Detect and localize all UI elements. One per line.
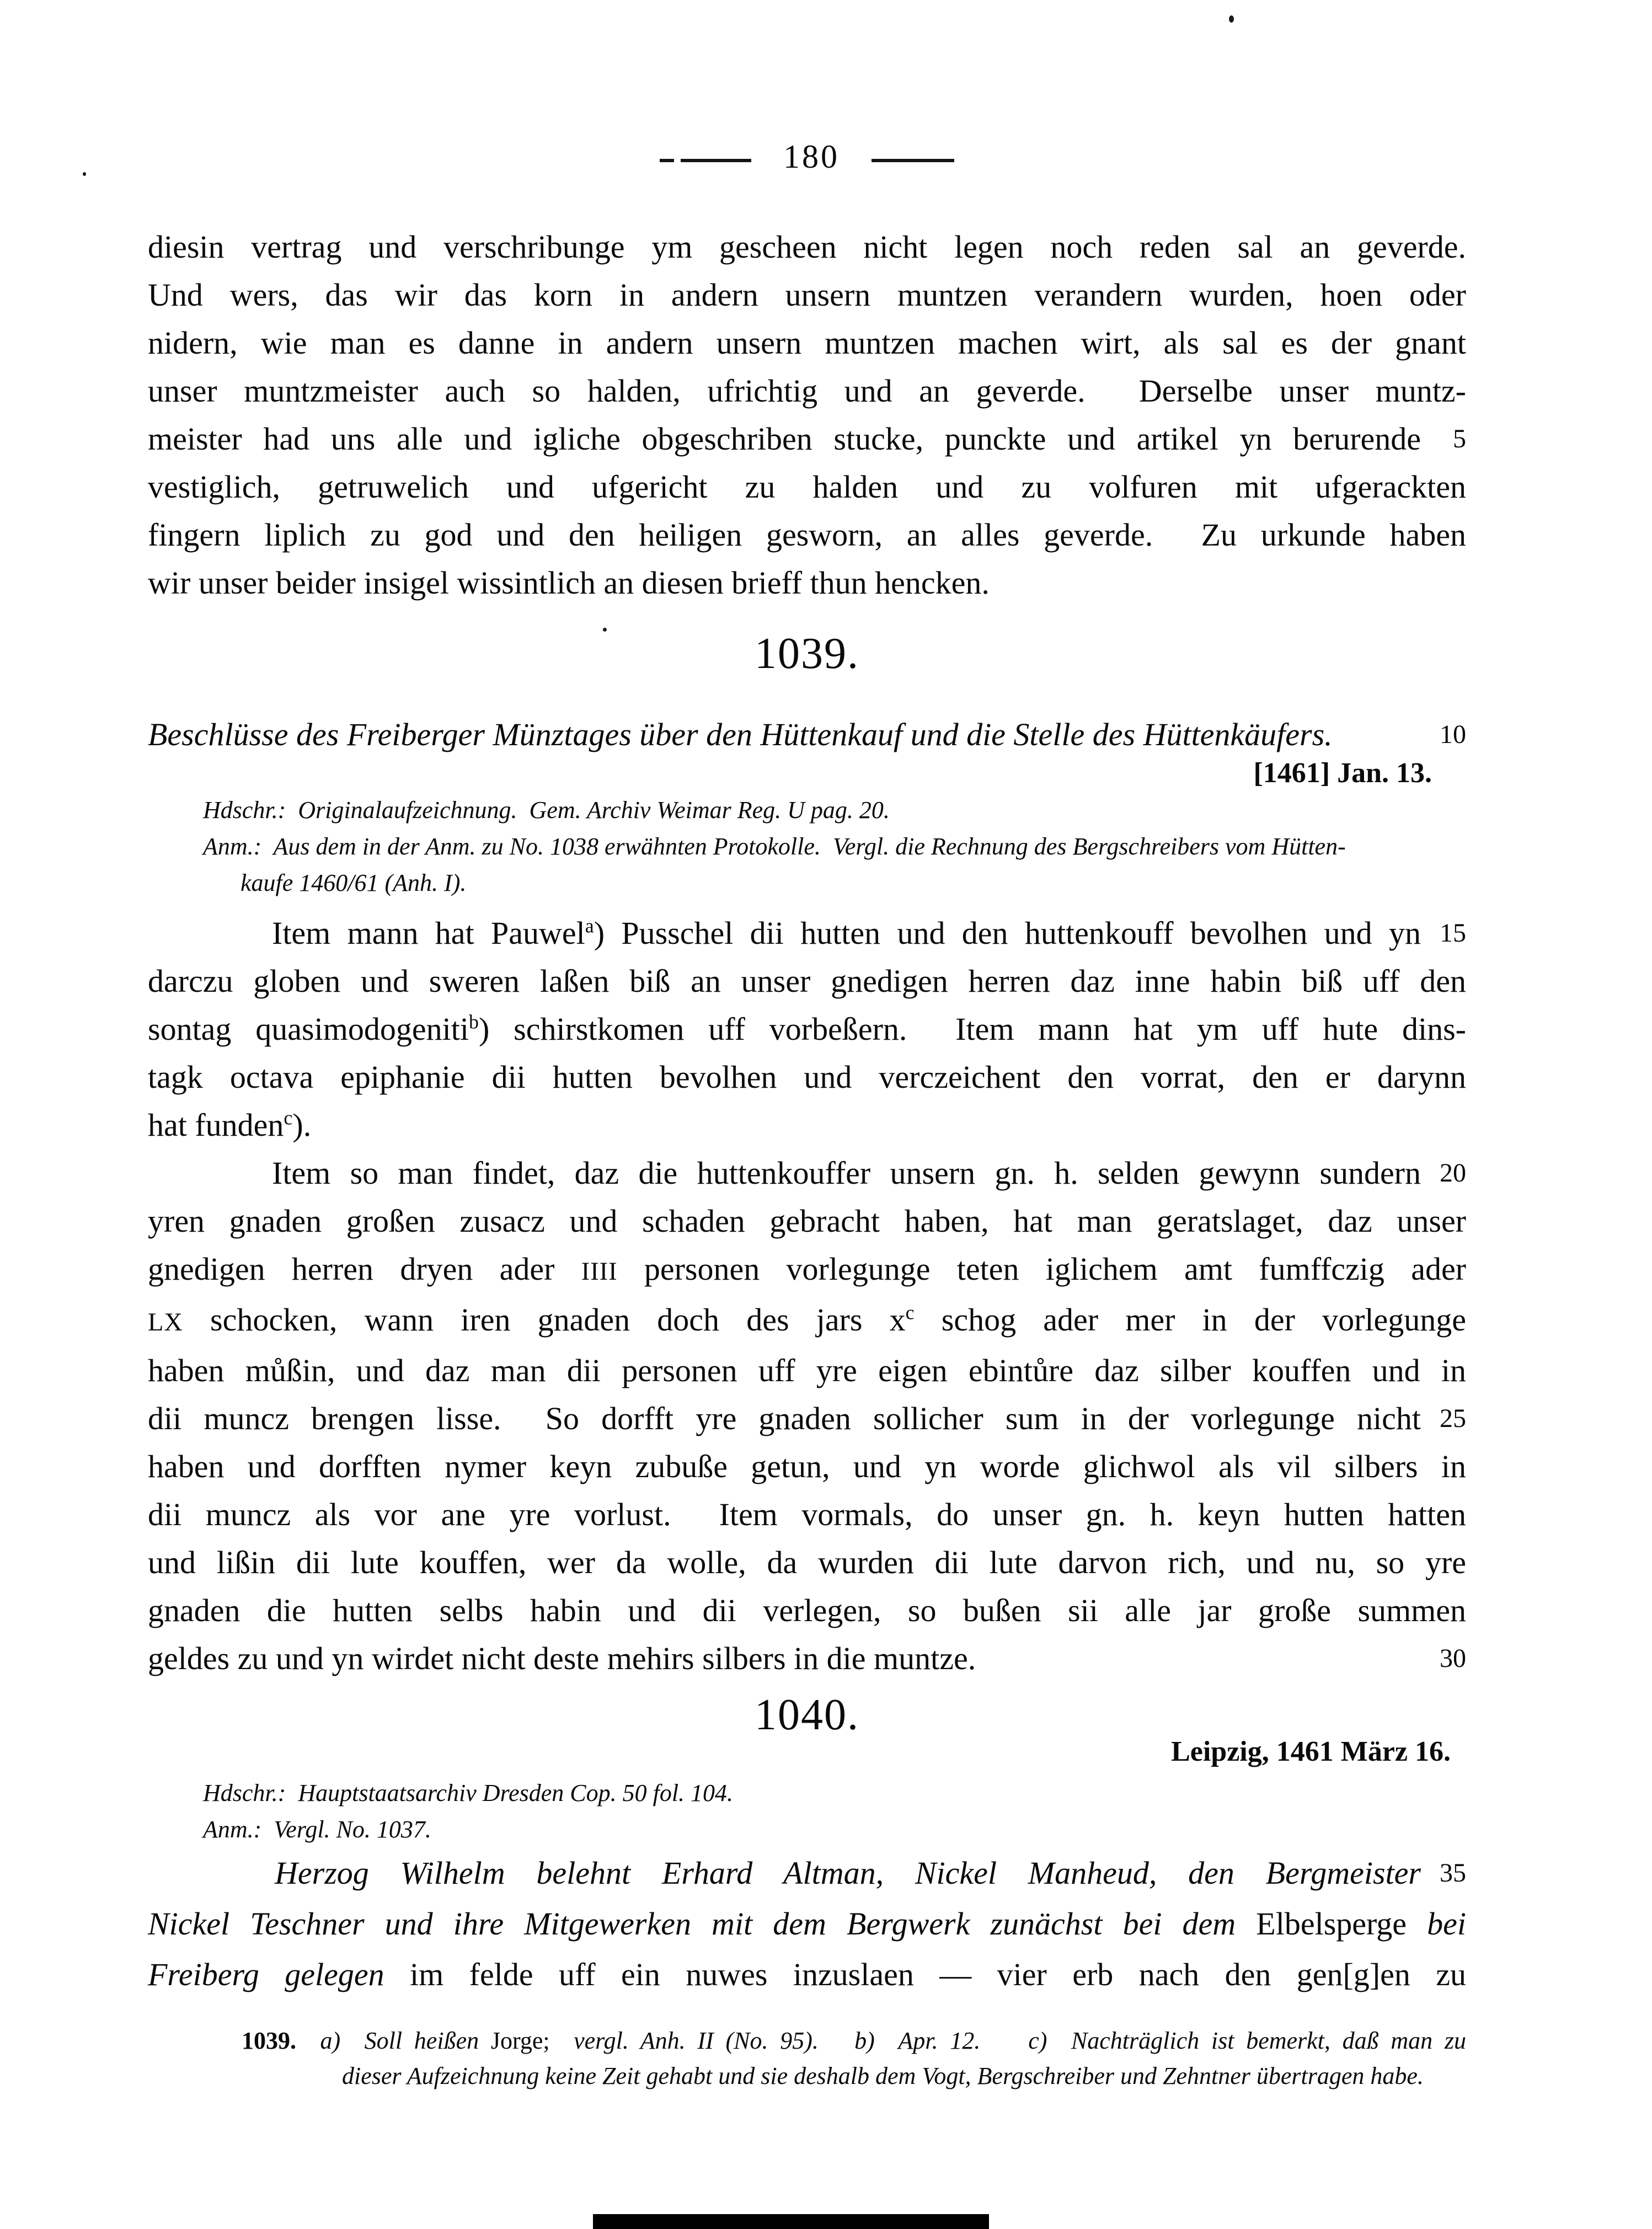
margin-line-number: 5	[1453, 424, 1466, 453]
head-rule-left-short	[660, 159, 674, 162]
margin-line-number: 25	[1440, 1404, 1466, 1433]
text-line-content: Item so man findet, daz die huttenkouffer unsern gn. h. selden gewynn sundern	[272, 1155, 1421, 1191]
text-line	[203, 1775, 1466, 1811]
text-line-content: dii muncz brengen lisse. So dorfft yre gnaden sollicher sum in der vorlegunge nicht	[148, 1401, 1421, 1436]
text-line	[203, 865, 1466, 901]
text-line	[148, 223, 1466, 271]
text-line	[148, 1101, 1466, 1149]
text-line-content: Anm.: Vergl. No. 1037.	[203, 1816, 431, 1843]
text-line	[148, 1346, 1466, 1394]
text-line	[148, 1296, 1466, 1346]
scan-speck	[83, 172, 86, 176]
text-line-content: dieser Aufzeichnung keine Zeit gehabt und sie deshalb dem Vogt, Bergschreiber und Zehntner übertragen habe.	[342, 2062, 1424, 2089]
text-line	[148, 1245, 1466, 1296]
date-1039: [1461] Jan. 13.	[1253, 757, 1432, 789]
text-line-content: Hdschr.: Hauptstaatsarchiv Dresden Cop. 50 fol. 104.	[203, 1779, 734, 1806]
text-line	[203, 828, 1466, 865]
text-line	[148, 1899, 1466, 1949]
text-line	[148, 1197, 1466, 1245]
head-rule-right	[872, 159, 954, 162]
text-line-content: gnedigen herren dryen ader IIII personen vorlegunge teten iglichem amt fumffczig ader	[148, 1251, 1467, 1287]
head-rule-left	[681, 159, 751, 162]
running-head	[148, 138, 1466, 176]
text-line-content: und lißin dii lute kouffen, wer da wolle, da wurden dii lute darvon rich, und nu, so yre	[148, 1544, 1466, 1580]
date-1040: Leipzig, 1461 März 16.	[1171, 1736, 1451, 1767]
text-line-content: diesin vertrag und verschribunge ym gescheen nicht legen noch reden sal an geverde.	[148, 229, 1466, 265]
text-line	[242, 2023, 1466, 2059]
text-line-content: 1039. a) Soll heißen Jorge; vergl. Anh. II (No. 95). b) Apr. 12. c) Nachträglich ist bemerkt, daß man zu	[242, 2027, 1467, 2054]
text-line	[148, 559, 1466, 607]
text-line	[148, 367, 1466, 415]
text-line-content: gnaden die hutten selbs habin und dii verlegen, so bußen sii alle jar große summen	[148, 1592, 1466, 1628]
text-line	[148, 415, 1466, 463]
footnotes	[242, 2023, 1466, 2094]
text-line-content: Anm.: Aus dem in der Anm. zu No. 1038 erwähnten Protokolle. Vergl. die Rechnung des Bergschreibers vom Hütten-	[203, 833, 1346, 860]
text-line-content: nidern, wie man es danne in andern unsern muntzen machen wirt, als sal es der gnant	[148, 325, 1466, 361]
document-number-1039: 1039.	[755, 629, 859, 678]
document-number-1040: 1040.	[755, 1691, 859, 1739]
text-line-content: sontag quasimodogeniti$^b$) schirstkomen uff vorbeßern. Item mann hat ym uff hute dins-	[148, 1011, 1466, 1047]
text-line-content: haben můßin, und daz man dii personen uff yre eigen ebintůre daz silber kouffen und in	[148, 1353, 1466, 1388]
text-line	[148, 511, 1466, 559]
text-line	[148, 1394, 1466, 1442]
text-line-content: hat funden$^c$).	[148, 1107, 312, 1143]
text-line-content: Beschlüsse des Freiberger Münztages über den Hüttenkauf und die Stelle des Hüttenkäufers.	[148, 717, 1333, 752]
text-line-content: dii muncz als vor ane yre vorlust. Item vormals, do unser gn. h. keyn hutten hatten	[148, 1496, 1466, 1532]
text-line	[203, 1811, 1466, 1848]
text-line	[148, 1490, 1466, 1538]
text-line	[148, 1586, 1466, 1634]
regest-1039	[148, 710, 1466, 758]
text-line	[148, 319, 1466, 367]
sources-1040	[148, 1775, 1466, 1848]
margin-line-number: 10	[1440, 720, 1466, 749]
text-line-content: meister had uns alle und igliche obgeschriben stucke, punckte und artikel yn berurende	[148, 421, 1421, 457]
scan-speck	[1229, 15, 1234, 23]
margin-line-number: 35	[1440, 1858, 1466, 1888]
text-line	[148, 710, 1466, 758]
page-number: 180	[783, 138, 840, 175]
sources-1039	[148, 792, 1466, 901]
text-line-content: Und wers, das wir das korn in andern unsern muntzen verandern wurden, hoen oder	[148, 277, 1466, 313]
text-line-content: geldes zu und yn wirdet nicht deste mehirs silbers in die muntze.	[148, 1640, 976, 1676]
margin-line-number: 30	[1440, 1644, 1466, 1673]
text-line-content: darczu globen und sweren laßen biß an unser gnedigen herren daz inne habin biß uff den	[148, 963, 1466, 999]
text-line	[242, 2059, 1466, 2094]
text-line-content: yren gnaden großen zusacz und schaden gebracht haben, hat man geratslaget, daz unser	[148, 1203, 1466, 1239]
scan-artifact-bar	[593, 2214, 989, 2229]
margin-line-number: 15	[1440, 918, 1466, 948]
text-line-content: fingern liplich zu god und den heiligen gesworn, an alles geverde. Zu urkunde haben	[148, 517, 1466, 553]
text-line-content: Freiberg gelegen im felde uff ein nuwes inzuslaen — vier erb nach den gen[g]en zu	[148, 1957, 1466, 1992]
text-line-content: LX schocken, wann iren gnaden doch des jars $x^c$ schog ader mer in der vorlegunge	[148, 1301, 1467, 1338]
text-line-content: unser muntzmeister auch so halden, ufrichtig und an geverde. Derselbe unser muntz-	[148, 373, 1466, 409]
text-line-content: Nickel Teschner und ihre Mitgewerken mit dem Bergwerk zunächst bei dem Elbelsperge bei	[148, 1906, 1466, 1942]
text-line-content: kaufe 1460/61 (Anh. I).	[240, 869, 467, 896]
text-line	[148, 1442, 1466, 1490]
text-line	[148, 1634, 1466, 1682]
text-line-content: Herzog Wilhelm belehnt Erhard Altman, Nickel Manheud, den Bergmeister	[275, 1855, 1421, 1891]
scan-speck	[603, 628, 607, 632]
text-line	[203, 792, 1466, 828]
text-line-content: haben und dorfften nymer keyn zubuße getun, und yn worde glichwol als vil silbers in	[148, 1448, 1466, 1484]
text-line-content: Hdschr.: Originalaufzeichnung. Gem. Archiv Weimar Reg. U pag. 20.	[203, 797, 890, 824]
text-line-content: wir unser beider insigel wissintlich an diesen brieff thun hencken.	[148, 565, 990, 601]
paragraph-1039-1	[148, 909, 1466, 1149]
continuation-paragraph	[148, 223, 1466, 607]
text-line-content: vestiglich, getruwelich und ufgericht zu halden und zu volfuren mit ufgerackten	[148, 469, 1466, 505]
text-line-content: Item mann hat Pauwel$^a$) Pusschel dii hutten und den huttenkouff bevolhen und yn	[272, 915, 1421, 951]
regest-1040	[148, 1848, 1466, 2000]
text-line	[148, 957, 1466, 1005]
text-line-content: tagk octava epiphanie dii hutten bevolhen und verczeichent den vorrat, den er darynn	[148, 1059, 1466, 1095]
text-line	[148, 463, 1466, 511]
text-line	[148, 1053, 1466, 1101]
paragraph-1039-2	[148, 1149, 1466, 1682]
margin-line-number: 20	[1440, 1158, 1466, 1188]
text-line	[148, 1848, 1466, 1899]
text-line	[148, 1538, 1466, 1586]
text-line	[148, 271, 1466, 319]
text-line	[148, 1149, 1466, 1197]
text-line	[148, 909, 1466, 957]
text-line	[148, 1005, 1466, 1053]
text-line	[148, 1949, 1466, 2000]
